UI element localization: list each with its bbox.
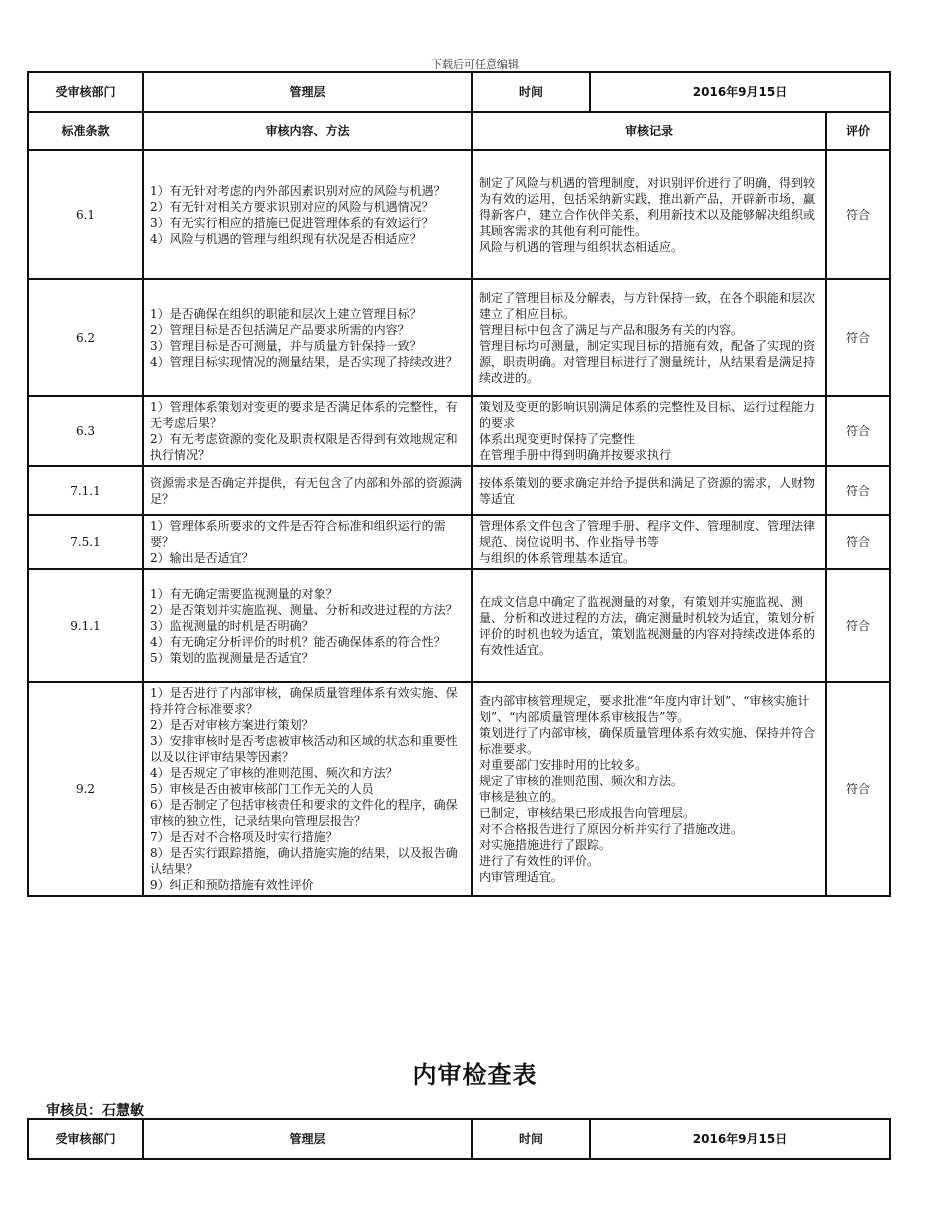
- audit-row: [28, 466, 890, 515]
- clause-cell: 7.1.1: [28, 466, 143, 515]
- audit-record-item: 制定了管理目标及分解表，与方针保持一致，在各个职能和层次建立了相应目标。: [479, 290, 816, 321]
- audit-content-item: 2）输出是否适宜？: [150, 551, 254, 565]
- audit-content-cell: [143, 396, 472, 466]
- audit-content-item: 2）有无考虑资源的变化及职责权限是否得到有效地规定和执行情况？: [150, 432, 458, 462]
- verdict-cell: 符合: [826, 466, 890, 515]
- audit-row: [28, 279, 890, 396]
- audit-record-cell: [472, 466, 826, 515]
- audit-content-item: 3）管理目标是否可测量，并与质量方针保持一致？: [150, 338, 422, 353]
- clause-cell: 6.2: [28, 279, 143, 396]
- audit-record-item: 按体系策划的要求确定并给予提供和满足了资源的需求，人财物等适宜: [479, 475, 816, 506]
- audit-content-cell: [143, 279, 472, 396]
- audit-record-cell: [472, 682, 826, 896]
- audit-content-item: 1）是否进行了内部审核，确保质量管理体系有效实施、保持并符合标准要求？: [150, 686, 458, 716]
- audit-content-item: 3）监视测量的时机是否明确？: [150, 618, 314, 633]
- audit-content-cell: [143, 466, 472, 515]
- audit-row: [28, 150, 890, 279]
- audit-content-item: 2）有无针对相关方要求识别对应的风险与机遇情况？: [150, 199, 434, 214]
- audit-row: [28, 396, 890, 466]
- form-title: 内审检查表: [412, 1061, 538, 1089]
- audit-row: [28, 682, 890, 896]
- verdict-cell: 符合: [826, 515, 890, 569]
- dept-label: 受审核部门: [28, 1119, 143, 1159]
- audit-content-item: 1）是否确保在组织的职能和层次上建立管理目标？: [150, 306, 422, 321]
- audit-record-item: 体系出现变更时保持了完整性: [479, 432, 636, 446]
- auditor-name: 审核员：石慧敏: [46, 1103, 144, 1119]
- audit-content-item: 8）是否实行跟踪措施，确认措施实施的结果，以及报告确认结果？: [150, 846, 458, 876]
- audit-content-item: 5）审核是否由被审核部门工作无关的人员: [150, 782, 374, 796]
- audit-content-item: 6）是否制定了包括审核责任和要求的文件化的程序，确保审核的独立性，记录结果向管理层报告？: [150, 798, 458, 828]
- clause-cell: 9.2: [28, 682, 143, 896]
- audit-record-item: 制定了风险与机遇的管理制度，对识别评价进行了明确，得到较为有效的运用，包括采纳新实践，推出新产品，开辟新市场，赢得新客户，建立合作伙伴关系，利用新技术以及能够解决组织或其顾客需求的其他有利可能性。: [479, 175, 816, 238]
- audit-record-item: 管理目标均可测量，制定实现目标的措施有效，配备了实现的资源，职责明确。对管理目标进行了测量统计，从结果看是满足持续改进的。: [479, 338, 816, 385]
- audit-content-item: 1）管理体系所要求的文件是否符合标准和组织运行的需要？: [150, 519, 446, 549]
- audit-checklist-table: [27, 71, 891, 897]
- watermark-text: 下载后可任意编辑: [431, 58, 519, 71]
- column-header-row: [28, 112, 890, 150]
- clause-cell: 9.1.1: [28, 569, 143, 682]
- audit-record-item: 管理目标中包含了满足与产品和服务有关的内容。: [479, 322, 744, 337]
- audit-content-item: 1）管理体系策划对变更的要求是否满足体系的完整性，有无考虑后果？: [150, 400, 458, 430]
- clause-cell: 6.3: [28, 396, 143, 466]
- audit-content-item: 5）策划的监视测量是否适宜？: [150, 650, 314, 665]
- audit-record-item: 对不合格报告进行了原因分析并实行了措施改进。: [479, 822, 744, 836]
- time-label: 时间: [472, 72, 590, 112]
- verdict-cell: 符合: [826, 150, 890, 279]
- audit-record-item: 管理体系文件包含了管理手册、程序文件、管理制度、管理法律规范、岗位说明书、作业指导书等: [479, 519, 816, 549]
- audit-content-cell: [143, 150, 472, 279]
- verdict-cell: 符合: [826, 396, 890, 466]
- audit-record-item: 查内部审核管理规定，要求批准“年度内审计划”、“审核实施计划”、“内部质量管理体系审核报告”等。: [479, 694, 810, 724]
- time-label: 时间: [472, 1119, 590, 1159]
- audit-content-cell: [143, 569, 472, 682]
- time-value: 2016年9月15日: [590, 1119, 890, 1159]
- audit-content-item: 4）风险与机遇的管理与组织现有状况是否相适应？: [150, 231, 422, 246]
- dept-value: 管理层: [143, 1119, 472, 1159]
- audit-record-item: 审核是独立的。: [479, 790, 564, 804]
- audit-record-cell: [472, 515, 826, 569]
- clause-cell: 6.1: [28, 150, 143, 279]
- audit-record-item: 在成文信息中确定了监视测量的对象，有策划并实施监视、测量、分析和改进过程的方法，确定测量时机较为适宜，策划分析评价的时机也较为适宜，策划监视测量的内容对持续改进体系的有效性适宜。: [479, 594, 816, 657]
- audit-record-item: 策划及变更的影响识别满足体系的完整性及目标、运行过程能力的要求: [479, 400, 816, 430]
- audit-content-cell: [143, 515, 472, 569]
- verdict-cell: 符合: [826, 279, 890, 396]
- verdict-cell: 符合: [826, 569, 890, 682]
- header-row: [28, 72, 890, 112]
- audit-record-item: 风险与机遇的管理与组织状态相适应。: [479, 239, 684, 254]
- audit-row: [28, 569, 890, 682]
- audit-content-item: 2）管理目标是否包括满足产品要求所需的内容？: [150, 322, 410, 337]
- verdict-cell: 符合: [826, 682, 890, 896]
- audit-content-item: 7）是否对不合格项及时实行措施？: [150, 830, 338, 844]
- audit-record-item: 与组织的体系管理基本适宜。: [479, 551, 636, 565]
- audit-record-cell: [472, 569, 826, 682]
- audit-record-item: 进行了有效性的评价。: [479, 854, 600, 868]
- audit-content-cell: [143, 682, 472, 896]
- audit-content-item: 9）纠正和预防措施有效性评价: [150, 878, 314, 892]
- audit-record-cell: [472, 150, 826, 279]
- audit-content-item: 1）有无确定需要监视测量的对象？: [150, 586, 338, 601]
- col-record-header: 审核记录: [472, 112, 826, 150]
- dept-value: 管理层: [143, 72, 472, 112]
- col-clause-header: 标准条款: [28, 112, 143, 150]
- audit-record-item: 规定了审核的准则范围、频次和方法。: [479, 774, 684, 788]
- audit-record-cell: [472, 279, 826, 396]
- audit-record-item: 已制定，审核结果已形成报告向管理层。: [479, 806, 696, 820]
- audit-content-item: 资源需求是否确定并提供，有无包含了内部和外部的资源满足？: [150, 475, 463, 506]
- header-row: [28, 1119, 890, 1159]
- audit-content-item: 4）管理目标实现情况的测量结果，是否实现了持续改进？: [150, 354, 458, 369]
- audit-content-item: 3）有无实行相应的措施已促进管理体系的有效运行？: [150, 215, 434, 230]
- audit-checklist-header-table: [27, 1118, 891, 1160]
- col-verdict-header: 评价: [826, 112, 890, 150]
- audit-record-item: 策划进行了内部审核，确保质量管理体系有效实施、保持并符合标准要求。: [479, 726, 816, 756]
- audit-content-item: 4）有无确定分析评价的时机？能否确保体系的符合性？: [150, 634, 446, 649]
- time-value: 2016年9月15日: [590, 72, 890, 112]
- audit-content-item: 2）是否策划并实施监视、测量、分析和改进过程的方法？: [150, 602, 458, 617]
- audit-record-item: 对重要部门安排时用的比较多。: [479, 758, 648, 772]
- dept-label: 受审核部门: [28, 72, 143, 112]
- audit-record-item: 内审管理适宜。: [479, 870, 564, 884]
- audit-record-item: 在管理手册中得到明确并按要求执行: [479, 448, 672, 462]
- audit-record-cell: [472, 396, 826, 466]
- col-content-header: 审核内容、方法: [143, 112, 472, 150]
- audit-row: [28, 515, 890, 569]
- audit-record-item: 对实施措施进行了跟踪。: [479, 838, 612, 852]
- audit-content-item: 3）安排审核时是否考虑被审核活动和区域的状态和重要性以及以往评审结果等因素？: [150, 734, 458, 764]
- audit-content-item: 4）是否规定了审核的准则范围、频次和方法？: [150, 766, 398, 780]
- clause-cell: 7.5.1: [28, 515, 143, 569]
- audit-content-item: 1）有无针对考虑的内外部因素识别对应的风险与机遇？: [150, 183, 446, 198]
- audit-content-item: 2）是否对审核方案进行策划？: [150, 718, 314, 732]
